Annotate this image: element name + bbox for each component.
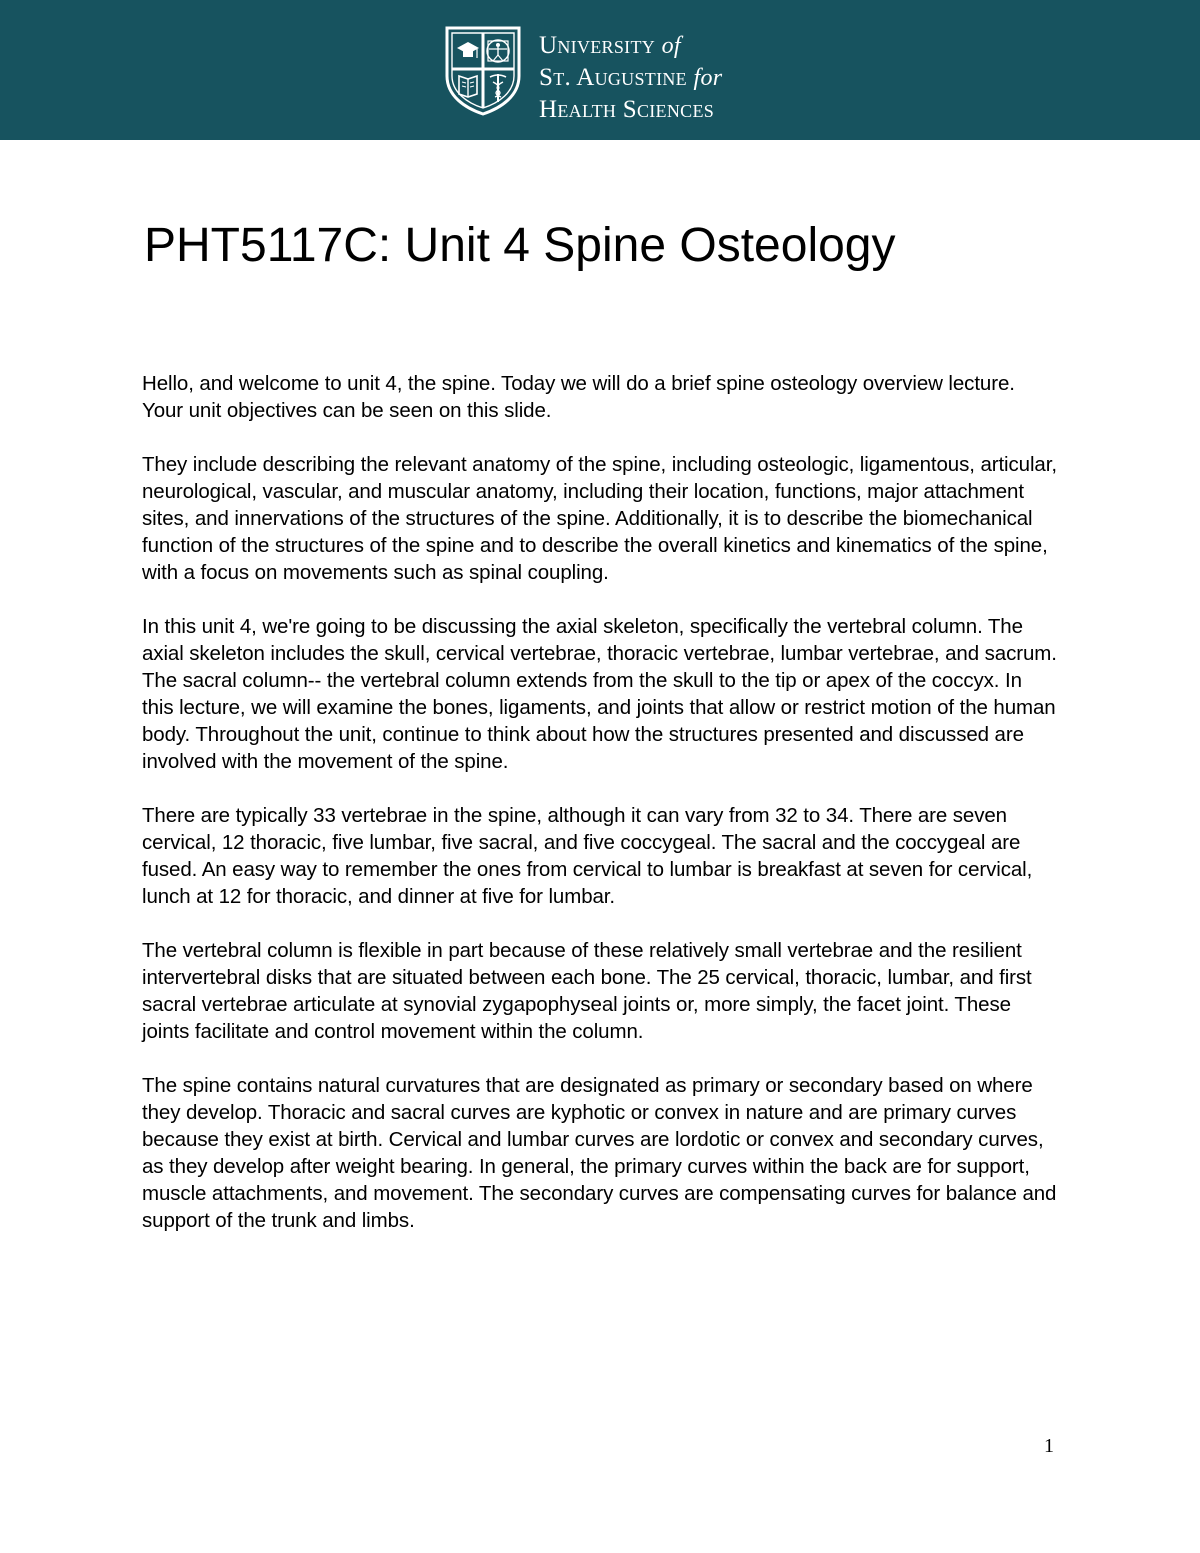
wordmark-line-3: Health Sciences <box>539 96 715 123</box>
wordmark-line-2: St. Augustine for <box>539 64 723 91</box>
wordmark-line-1: University of <box>539 32 681 59</box>
paragraph: They include describing the relevant anatomy of the spine, including osteologic, ligamentous, articular, neurological, vascular, and muscular anatomy, including their location, functions, major attachment sites, and innervations of the structures of the spine. Additionally, it is to describe the biomechanical function of the structures of the spine and to describe the overall kinetics and kinematics of the spine, with a focus on movements such as spinal coupling. <box>142 453 1057 584</box>
paragraph: There are typically 33 vertebrae in the spine, although it can vary from 32 to 34. There are seven cervical, 12 thoracic, five lumbar, five sacral, and five coccygeal. The sacral and the coccygeal are fused. An easy way to remember the ones from cervical to lumbar is breakfast at seven for cervical, lunch at 12 for thoracic, and dinner at five for lumbar. <box>142 804 1033 908</box>
page-number: 1 <box>1044 1435 1054 1457</box>
paragraph: Hello, and welcome to unit 4, the spine. Today we will do a brief spine osteology overview lecture. Your unit objectives can be seen on this slide. <box>142 372 1015 422</box>
paragraph: In this unit 4, we're going to be discussing the axial skeleton, specifically the vertebral column. The axial skeleton includes the skull, cervical vertebrae, thoracic vertebrae, lumbar vertebrae, and sacrum. The sacral column-- the vertebral column extends from the skull to the tip or apex of the coccyx. In this lecture, we will examine the bones, ligaments, and joints that allow or restrict motion of the human body. Throughout the unit, continue to think about how the structures presented and discussed are involved with the movement of the spine. <box>142 615 1057 773</box>
university-header-banner <box>0 0 1200 140</box>
university-crest-icon <box>443 24 523 116</box>
document-title: PHT5117C: Unit 4 Spine Osteology <box>144 219 896 272</box>
university-wordmark <box>539 30 722 125</box>
document-body <box>142 370 1057 1261</box>
paragraph: The spine contains natural curvatures that are designated as primary or secondary based on where they develop. Thoracic and sacral curves are kyphotic or convex in nature and are primary curves because they exist at birth. Cervical and lumbar curves are lordotic or convex and secondary curves, as they develop after weight bearing. In general, the primary curves within the back are for support, muscle attachments, and movement. The secondary curves are compensating curves for balance and support of the trunk and limbs. <box>142 1074 1057 1232</box>
paragraph: The vertebral column is flexible in part because of these relatively small vertebrae and the resilient intervertebral disks that are situated between each bone. The 25 cervical, thoracic, lumbar, and first sacral vertebrae articulate at synovial zygapophyseal joints or, more simply, the facet joint. These joints facilitate and control movement within the column. <box>142 939 1032 1043</box>
university-logo[interactable] <box>443 24 763 123</box>
